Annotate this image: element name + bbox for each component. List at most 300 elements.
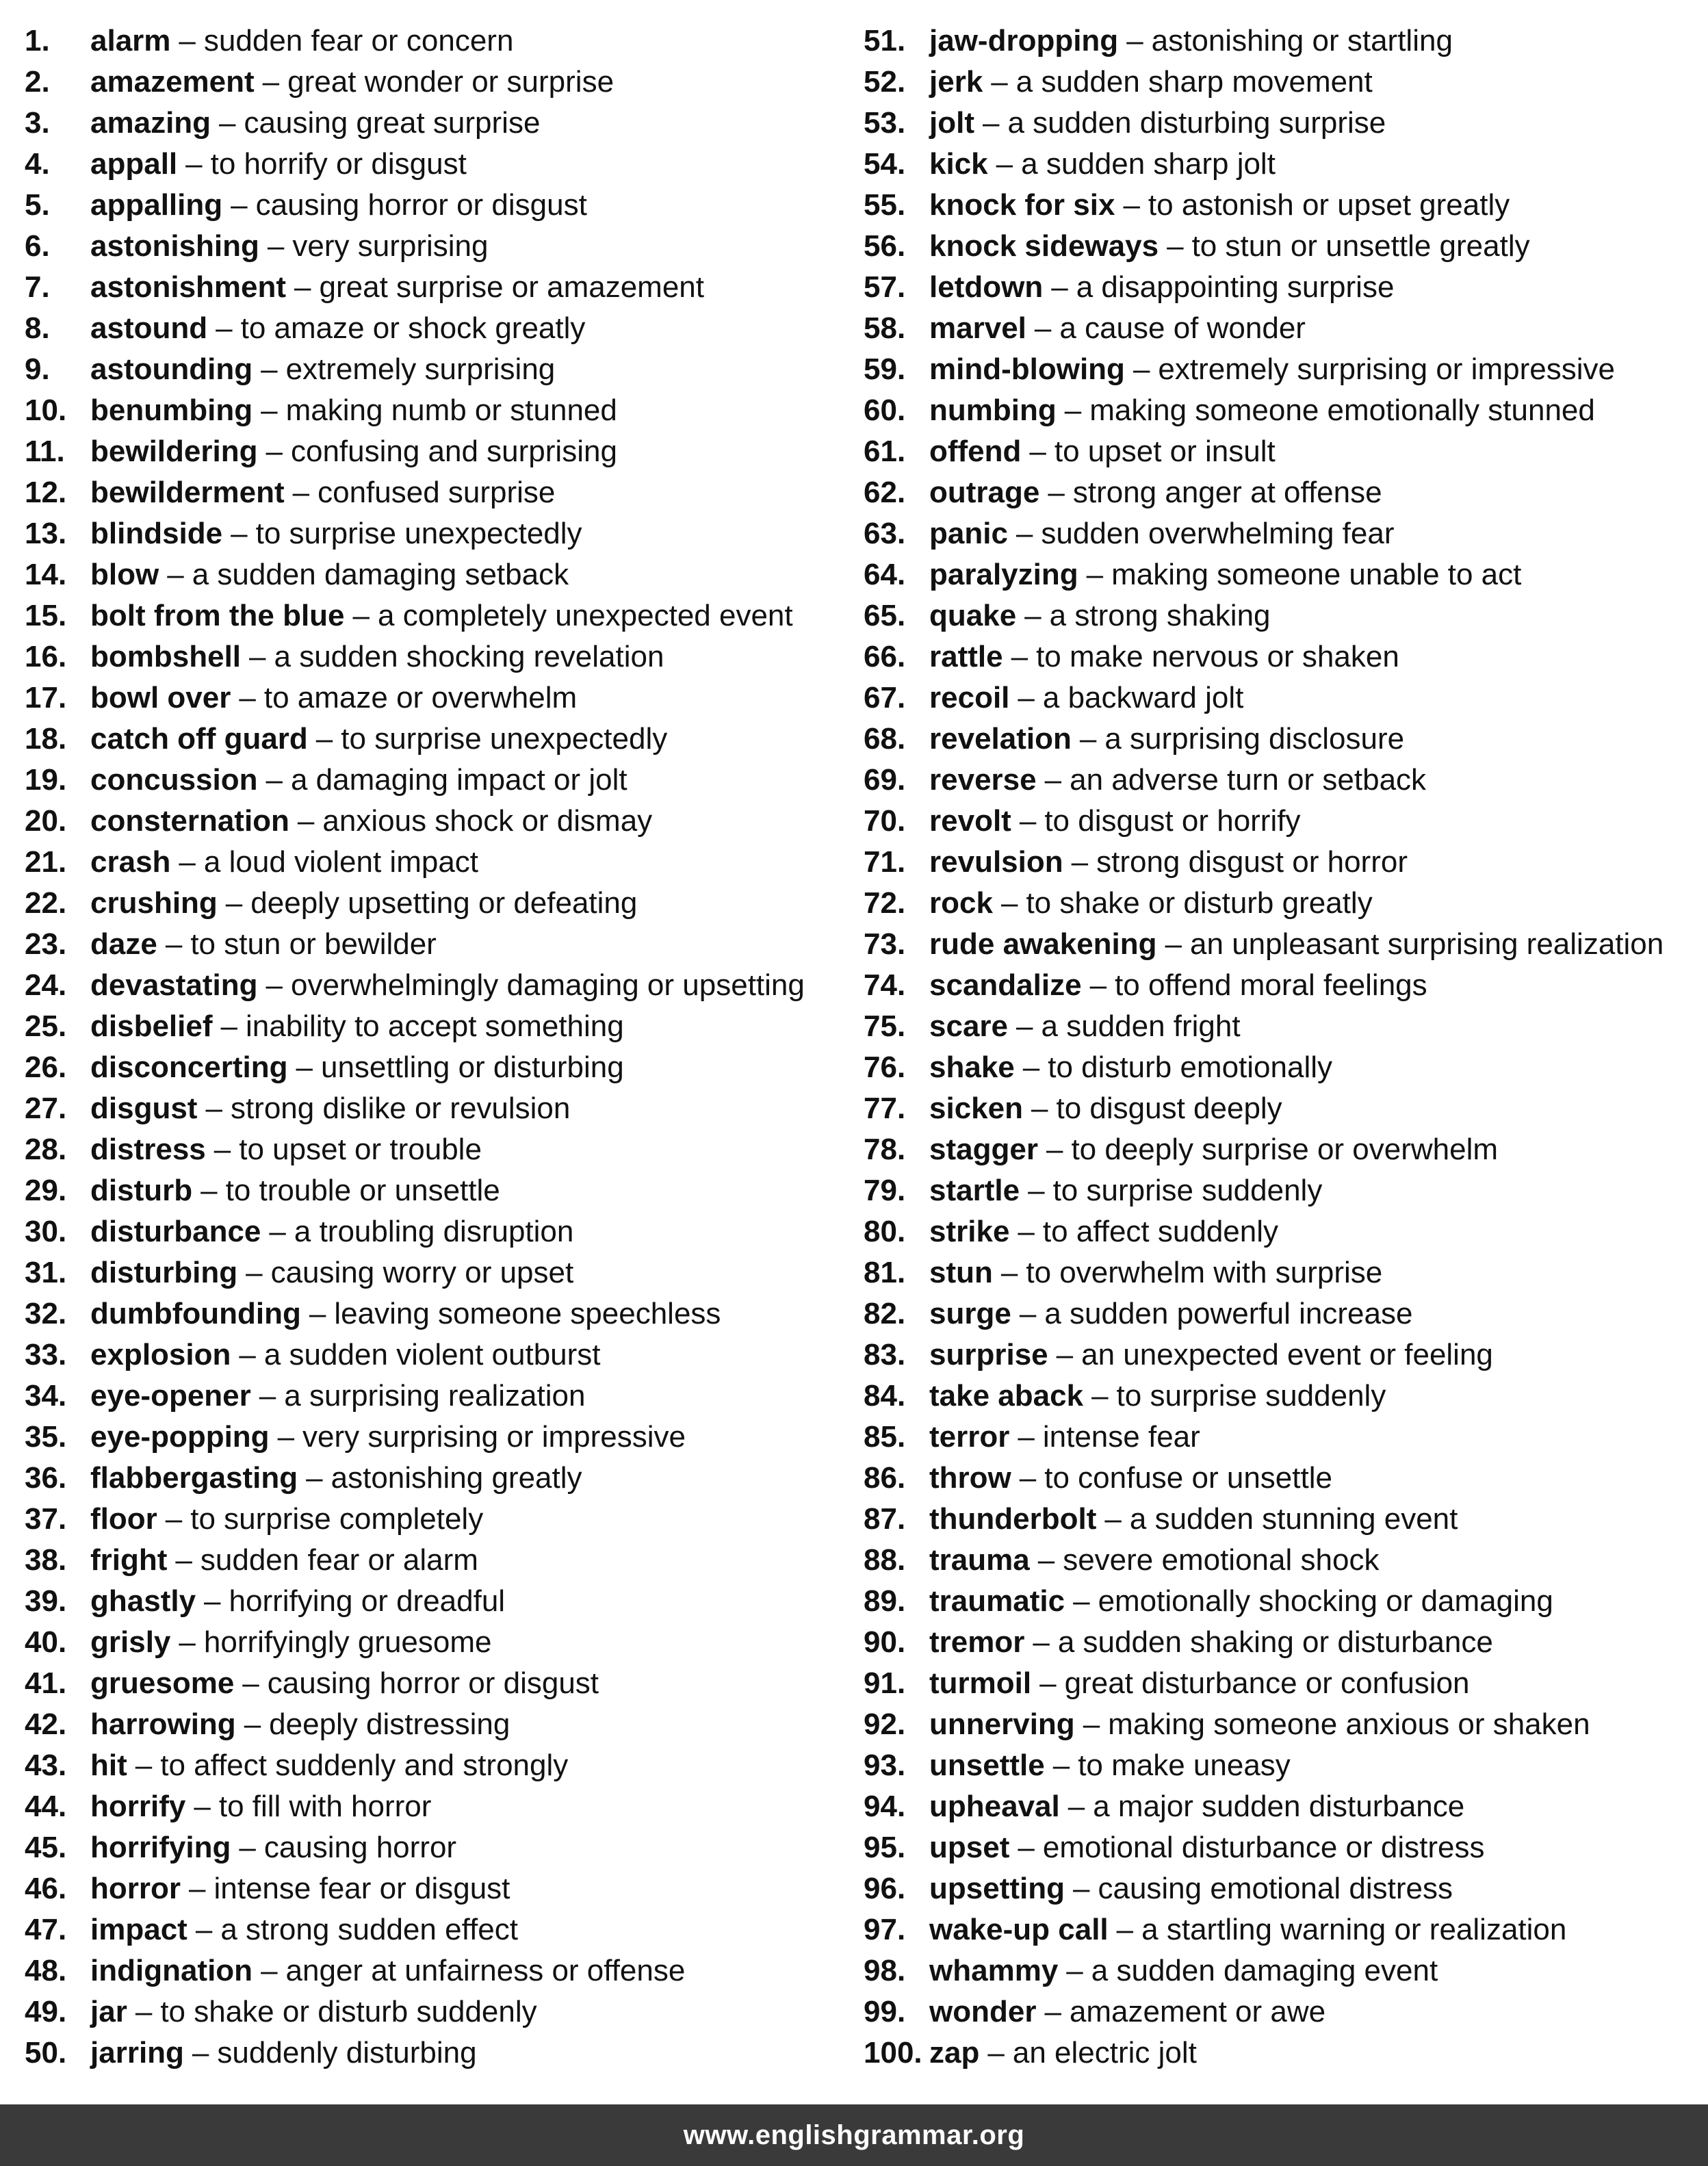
item-separator: – — [261, 1954, 278, 1987]
item-word: amazing — [90, 106, 211, 140]
item-number: 74. — [864, 968, 906, 1002]
list-item — [864, 226, 1705, 267]
item-separator: – — [1044, 1995, 1061, 2028]
list-item — [25, 103, 853, 144]
item-number: 8. — [25, 311, 50, 345]
item-separator: – — [261, 352, 278, 386]
list-item — [25, 267, 853, 308]
list-item — [25, 1827, 853, 1868]
item-definition: horrifying or dreadful — [229, 1584, 506, 1618]
item-word: rude awakening — [929, 927, 1157, 961]
item-separator: – — [1019, 804, 1037, 838]
list-item — [864, 1170, 1705, 1211]
item-separator: – — [135, 1995, 153, 2028]
item-definition: a completely unexpected event — [378, 599, 793, 632]
item-separator: – — [179, 24, 196, 57]
item-number: 78. — [864, 1133, 906, 1166]
item-definition: to disgust deeply — [1056, 1092, 1282, 1125]
item-separator: – — [1091, 1379, 1109, 1413]
list-item — [864, 1335, 1705, 1376]
item-number: 33. — [25, 1338, 67, 1371]
item-number: 1. — [25, 24, 50, 57]
list-item — [25, 1417, 853, 1458]
item-separator: – — [179, 845, 196, 879]
item-separator: – — [219, 106, 236, 140]
item-word: surge — [929, 1297, 1011, 1330]
item-definition: to upset or insult — [1054, 435, 1276, 468]
list-item — [25, 1704, 853, 1745]
item-number: 5. — [25, 188, 50, 222]
list-item — [25, 1663, 853, 1704]
item-definition: making numb or stunned — [285, 394, 617, 427]
item-word: bewilderment — [90, 476, 285, 509]
item-number: 80. — [864, 1215, 906, 1248]
item-number: 23. — [25, 927, 67, 961]
item-separator: – — [1024, 599, 1041, 632]
list-item — [864, 1622, 1705, 1663]
item-definition: to make nervous or shaken — [1036, 640, 1399, 673]
list-item — [25, 1499, 853, 1540]
item-word: horrifying — [90, 1831, 231, 1864]
list-item — [864, 1868, 1705, 1909]
item-definition: a disappointing surprise — [1076, 270, 1395, 304]
item-number: 27. — [25, 1092, 67, 1125]
item-separator: – — [266, 763, 283, 797]
item-definition: inability to accept something — [245, 1009, 624, 1043]
item-number: 57. — [864, 270, 906, 304]
list-item — [864, 267, 1705, 308]
item-word: unnerving — [929, 1707, 1075, 1741]
list-item — [864, 554, 1705, 595]
list-item — [25, 1950, 853, 1991]
item-separator: – — [167, 558, 184, 591]
list-item — [864, 1211, 1705, 1252]
item-word: bombshell — [90, 640, 242, 673]
item-definition: to amaze or overwhelm — [263, 681, 578, 714]
item-word: wake-up call — [929, 1913, 1109, 1946]
list-item — [25, 431, 853, 472]
item-word: explosion — [90, 1338, 231, 1371]
list-item — [25, 801, 853, 842]
item-number: 39. — [25, 1584, 67, 1618]
list-item — [25, 1047, 853, 1088]
item-definition: very surprising — [292, 229, 489, 263]
item-word: disconcerting — [90, 1050, 288, 1084]
item-definition: a sudden shocking revelation — [274, 640, 664, 673]
item-definition: to astonish or upset greatly — [1148, 188, 1510, 222]
item-definition: causing horror or disgust — [267, 1666, 599, 1700]
list-item — [864, 1663, 1705, 1704]
item-separator: – — [165, 1502, 183, 1536]
item-number: 63. — [864, 517, 906, 550]
item-word: disturbance — [90, 1215, 261, 1248]
item-number: 18. — [25, 722, 67, 756]
item-definition: suddenly disturbing — [217, 2036, 477, 2070]
item-separator: – — [269, 1215, 286, 1248]
list-item — [25, 595, 853, 636]
item-definition: intense fear — [1042, 1420, 1200, 1454]
item-definition: great wonder or surprise — [287, 65, 614, 99]
item-word: kick — [929, 147, 988, 181]
item-definition: deeply distressing — [269, 1707, 510, 1741]
item-number: 66. — [864, 640, 906, 673]
item-word: devastating — [90, 968, 258, 1002]
list-item — [864, 1458, 1705, 1499]
list-item — [25, 1252, 853, 1293]
item-separator: – — [1051, 270, 1068, 304]
item-definition: sudden overwhelming fear — [1041, 517, 1395, 550]
item-definition: to affect suddenly and strongly — [160, 1749, 569, 1782]
item-definition: to deeply surprise or overwhelm — [1071, 1133, 1499, 1166]
item-word: revelation — [929, 722, 1072, 756]
item-number: 75. — [864, 1009, 906, 1043]
item-number: 53. — [864, 106, 906, 140]
item-word: bowl over — [90, 681, 231, 714]
item-definition: a major sudden disturbance — [1093, 1790, 1465, 1823]
item-number: 13. — [25, 517, 67, 550]
item-word: benumbing — [90, 394, 253, 427]
item-separator: – — [239, 681, 256, 714]
item-definition: an unpleasant surprising realization — [1190, 927, 1664, 961]
list-item — [864, 1745, 1705, 1786]
list-item — [864, 513, 1705, 554]
item-separator: – — [1086, 558, 1104, 591]
item-word: eye-opener — [90, 1379, 251, 1413]
item-word: sicken — [929, 1092, 1023, 1125]
item-definition: an unexpected event or feeling — [1081, 1338, 1493, 1371]
item-word: scare — [929, 1009, 1009, 1043]
list-item — [864, 308, 1705, 349]
item-number: 97. — [864, 1913, 906, 1946]
item-separator: – — [1034, 311, 1052, 345]
item-definition: making someone anxious or shaken — [1108, 1707, 1590, 1741]
list-item — [864, 924, 1705, 965]
item-separator: – — [982, 106, 1000, 140]
item-word: eye-popping — [90, 1420, 270, 1454]
item-separator: – — [294, 270, 311, 304]
item-separator: – — [259, 1379, 276, 1413]
item-definition: to offend moral feelings — [1115, 968, 1427, 1002]
list-item — [864, 678, 1705, 719]
item-word: jar — [90, 1995, 127, 2028]
list-item — [864, 1088, 1705, 1129]
item-word: concussion — [90, 763, 258, 797]
item-separator: – — [315, 722, 333, 756]
item-number: 59. — [864, 352, 906, 386]
item-word: unsettle — [929, 1749, 1045, 1782]
item-number: 73. — [864, 927, 906, 961]
item-definition: a sudden powerful increase — [1044, 1297, 1413, 1330]
item-word: outrage — [929, 476, 1040, 509]
list-item — [864, 103, 1705, 144]
item-word: scandalize — [929, 968, 1082, 1002]
item-definition: anger at unfairness or offense — [285, 1954, 686, 1987]
item-number: 83. — [864, 1338, 906, 1371]
item-separator: – — [1018, 1215, 1035, 1248]
list-item — [864, 62, 1705, 103]
item-word: disgust — [90, 1092, 198, 1125]
item-word: upset — [929, 1831, 1010, 1864]
item-number: 31. — [25, 1256, 67, 1289]
item-separator: – — [1029, 435, 1046, 468]
item-separator: – — [239, 1831, 256, 1864]
item-number: 49. — [25, 1995, 67, 2028]
item-separator: – — [216, 311, 233, 345]
item-separator: – — [991, 65, 1008, 99]
item-separator: – — [1071, 845, 1089, 879]
item-definition: strong disgust or horror — [1096, 845, 1408, 879]
item-number: 14. — [25, 558, 67, 591]
item-number: 89. — [864, 1584, 906, 1618]
item-separator: – — [1022, 1050, 1040, 1084]
list-item — [25, 2033, 853, 2074]
item-number: 41. — [25, 1666, 67, 1700]
item-word: appall — [90, 147, 178, 181]
item-number: 40. — [25, 1625, 67, 1659]
item-number: 81. — [864, 1256, 906, 1289]
item-definition: a sudden damaging event — [1091, 1954, 1438, 1987]
list-item — [25, 62, 853, 103]
item-definition: amazement or awe — [1069, 1995, 1326, 2028]
list-item — [864, 1417, 1705, 1458]
item-number: 79. — [864, 1174, 906, 1207]
item-number: 38. — [25, 1543, 67, 1577]
list-item — [25, 1786, 853, 1827]
item-definition: anxious shock or dismay — [322, 804, 653, 838]
list-item — [25, 1622, 853, 1663]
list-item — [25, 760, 853, 801]
item-definition: to surprise suddenly — [1116, 1379, 1386, 1413]
item-definition: astonishing or startling — [1151, 24, 1453, 57]
list-item — [864, 390, 1705, 431]
list-item — [25, 308, 853, 349]
item-number: 64. — [864, 558, 906, 591]
item-definition: a cause of wonder — [1059, 311, 1306, 345]
item-separator: – — [266, 968, 283, 1002]
item-separator: – — [1039, 1666, 1057, 1700]
item-number: 61. — [864, 435, 906, 468]
item-definition: horrifyingly gruesome — [203, 1625, 492, 1659]
item-word: trauma — [929, 1543, 1030, 1577]
item-word: grisly — [90, 1625, 171, 1659]
item-word: reverse — [929, 763, 1037, 797]
list-item — [25, 472, 853, 513]
item-word: take aback — [929, 1379, 1084, 1413]
item-word: wonder — [929, 1995, 1037, 2028]
item-separator: – — [1019, 1461, 1037, 1495]
item-number: 50. — [25, 2036, 67, 2070]
list-item — [864, 21, 1705, 62]
list-item — [864, 1540, 1705, 1581]
list-item — [25, 636, 853, 678]
item-separator: – — [1000, 1256, 1018, 1289]
item-word: revulsion — [929, 845, 1063, 879]
item-number: 87. — [864, 1502, 906, 1536]
item-separator: – — [1116, 1913, 1134, 1946]
list-item — [25, 965, 853, 1006]
item-separator: – — [192, 2036, 209, 2070]
item-separator: – — [175, 1543, 192, 1577]
item-word: strike — [929, 1215, 1010, 1248]
list-item — [864, 1006, 1705, 1047]
item-word: jerk — [929, 65, 983, 99]
item-separator: – — [200, 1174, 218, 1207]
item-separator: – — [189, 1872, 206, 1905]
list-item — [864, 842, 1705, 883]
list-item — [864, 1991, 1705, 2033]
item-word: blow — [90, 558, 159, 591]
list-item — [25, 1581, 853, 1622]
list-item — [864, 719, 1705, 760]
list-item — [25, 21, 853, 62]
item-definition: great surprise or amazement — [319, 270, 704, 304]
item-word: astonishing — [90, 229, 259, 263]
item-definition: to surprise unexpectedly — [255, 517, 582, 550]
item-definition: unsettling or disturbing — [320, 1050, 624, 1084]
item-word: crushing — [90, 886, 218, 920]
item-word: stun — [929, 1256, 993, 1289]
item-number: 99. — [864, 1995, 906, 2028]
item-number: 60. — [864, 394, 906, 427]
item-definition: to surprise suddenly — [1052, 1174, 1323, 1207]
item-definition: a damaging impact or jolt — [290, 763, 627, 797]
list-item — [25, 144, 853, 185]
item-definition: to stun or unsettle greatly — [1191, 229, 1530, 263]
item-separator: – — [262, 65, 280, 99]
item-separator: – — [1066, 1954, 1083, 1987]
item-word: upheaval — [929, 1790, 1060, 1823]
list-item — [864, 185, 1705, 226]
item-separator: – — [1019, 1297, 1037, 1330]
item-number: 62. — [864, 476, 906, 509]
item-separator: – — [1126, 24, 1143, 57]
item-separator: – — [1068, 1790, 1085, 1823]
item-number: 91. — [864, 1666, 906, 1700]
item-word: alarm — [90, 24, 171, 57]
item-number: 9. — [25, 352, 50, 386]
list-item — [864, 1950, 1705, 1991]
item-word: flabbergasting — [90, 1461, 298, 1495]
word-list-column-right — [864, 21, 1705, 2074]
item-definition: sudden fear or alarm — [200, 1543, 478, 1577]
list-item — [864, 1827, 1705, 1868]
item-number: 22. — [25, 886, 67, 920]
item-word: appalling — [90, 188, 223, 222]
list-item — [864, 760, 1705, 801]
item-word: whammy — [929, 1954, 1059, 1987]
item-separator: – — [1064, 394, 1082, 427]
list-item — [864, 1293, 1705, 1335]
item-word: shake — [929, 1050, 1015, 1084]
item-definition: to shake or disturb suddenly — [160, 1995, 537, 2028]
item-number: 45. — [25, 1831, 67, 1864]
website-link[interactable]: www.englishgrammar.org — [683, 2119, 1025, 2150]
item-separator: – — [987, 2036, 1005, 2070]
item-separator: – — [297, 804, 315, 838]
list-item — [25, 513, 853, 554]
item-separator: – — [1046, 1133, 1063, 1166]
item-word: jaw-dropping — [929, 24, 1119, 57]
list-item — [25, 1376, 853, 1417]
item-definition: to confuse or unsettle — [1044, 1461, 1332, 1495]
item-number: 76. — [864, 1050, 906, 1084]
item-number: 21. — [25, 845, 67, 879]
item-separator: – — [220, 1009, 237, 1043]
list-item — [25, 1129, 853, 1170]
item-word: startle — [929, 1174, 1020, 1207]
item-word: disturb — [90, 1174, 193, 1207]
list-item — [25, 390, 853, 431]
item-number: 24. — [25, 968, 67, 1002]
item-word: recoil — [929, 681, 1010, 714]
item-separator: – — [1052, 1749, 1070, 1782]
list-item — [864, 883, 1705, 924]
list-item — [864, 431, 1705, 472]
item-word: throw — [929, 1461, 1011, 1495]
item-separator: – — [1031, 1092, 1048, 1125]
item-separator: – — [204, 1584, 221, 1618]
item-separator: – — [1079, 722, 1097, 756]
item-number: 7. — [25, 270, 50, 304]
item-word: floor — [90, 1502, 157, 1536]
item-word: hit — [90, 1749, 127, 1782]
item-number: 82. — [864, 1297, 906, 1330]
item-separator: – — [277, 1420, 295, 1454]
item-definition: to make uneasy — [1078, 1749, 1291, 1782]
item-number: 86. — [864, 1461, 906, 1495]
list-item — [25, 924, 853, 965]
item-number: 93. — [864, 1749, 906, 1782]
item-definition: to trouble or unsettle — [225, 1174, 500, 1207]
item-separator: – — [1044, 763, 1062, 797]
list-item — [25, 1991, 853, 2033]
item-word: bolt from the blue — [90, 599, 345, 632]
item-number: 16. — [25, 640, 67, 673]
item-definition: sudden fear or concern — [203, 24, 514, 57]
item-separator: – — [1000, 886, 1018, 920]
list-item — [864, 472, 1705, 513]
item-definition: strong dislike or revulsion — [230, 1092, 571, 1125]
item-number: 12. — [25, 476, 67, 509]
list-item — [864, 1252, 1705, 1293]
item-definition: to amaze or shock greatly — [240, 311, 586, 345]
footer-bar — [0, 2104, 1708, 2166]
item-word: rattle — [929, 640, 1003, 673]
item-number: 95. — [864, 1831, 906, 1864]
item-separator: – — [996, 147, 1013, 181]
item-number: 26. — [25, 1050, 67, 1084]
item-word: astonishment — [90, 270, 287, 304]
item-separator: – — [165, 927, 183, 961]
item-definition: great disturbance or confusion — [1064, 1666, 1470, 1700]
list-item — [864, 1909, 1705, 1950]
item-word: dumbfounding — [90, 1297, 301, 1330]
item-definition: a troubling disruption — [294, 1215, 574, 1248]
item-definition: a sudden shaking or disturbance — [1057, 1625, 1493, 1659]
item-definition: a sudden fright — [1041, 1009, 1241, 1043]
item-separator: – — [1165, 927, 1182, 961]
item-definition: to horrify or disgust — [210, 147, 467, 181]
list-item — [25, 226, 853, 267]
item-word: numbing — [929, 394, 1057, 427]
item-separator: – — [1083, 1707, 1100, 1741]
item-word: impact — [90, 1913, 187, 1946]
item-number: 52. — [864, 65, 906, 99]
item-number: 54. — [864, 147, 906, 181]
item-number: 3. — [25, 106, 50, 140]
item-definition: a strong shaking — [1049, 599, 1271, 632]
item-separator: – — [267, 229, 285, 263]
